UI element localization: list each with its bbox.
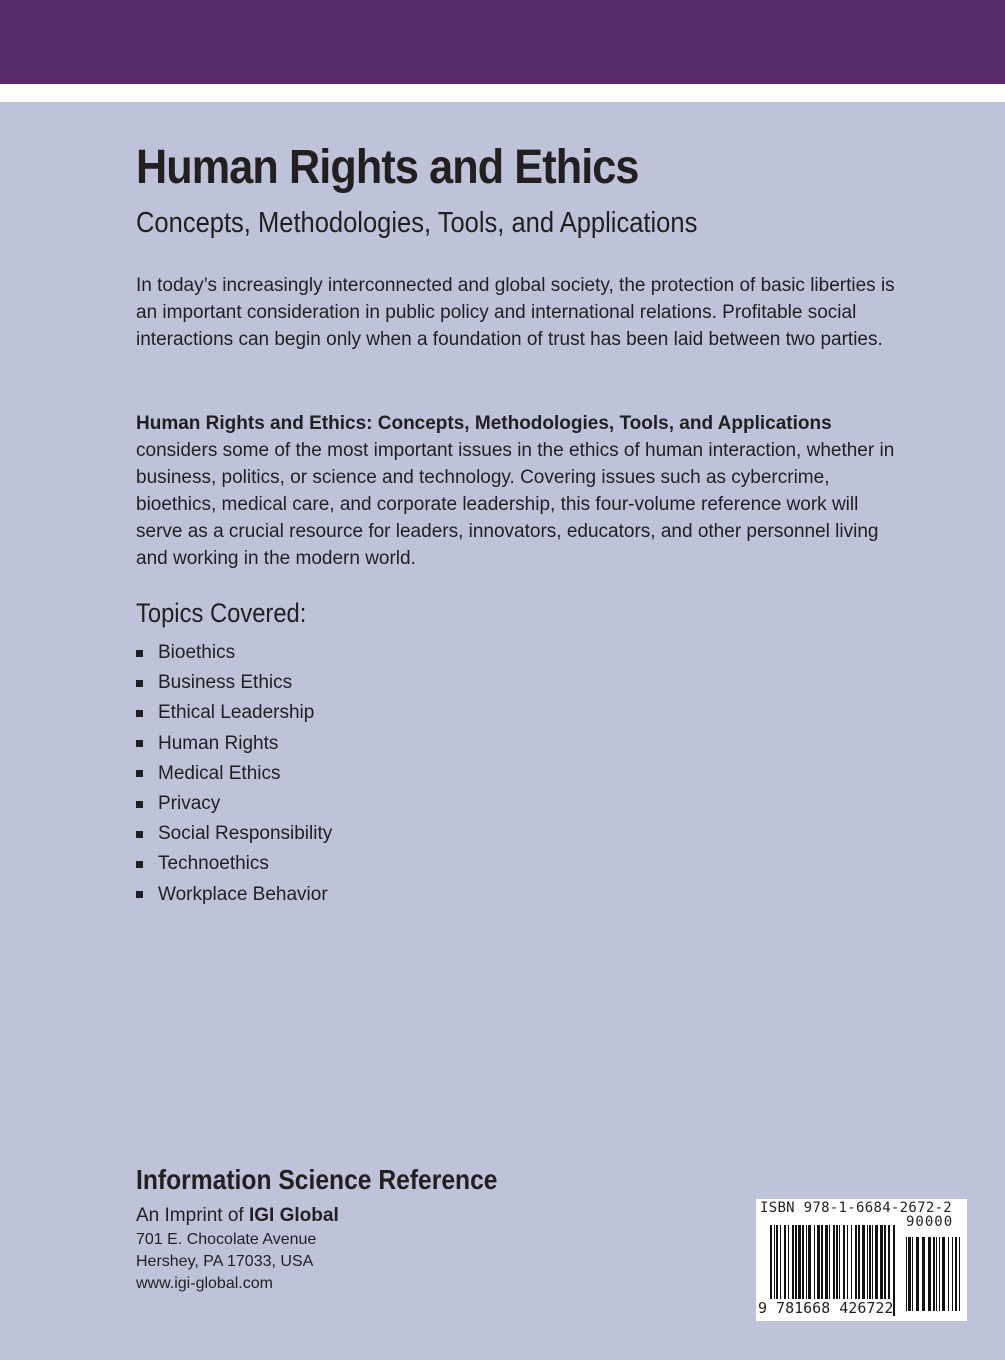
intro-paragraph: In today’s increasingly interconnected and global society, the protection of basic liberties is an important consideration in public policy and international relations. Profitable social interactions can begin only when a foundation of trust has been laid between two parties. [136,275,895,350]
topic-label: Business Ethics [158,672,293,694]
barcode-bar [939,1237,940,1311]
bullet-icon [136,680,143,687]
list-item [136,759,332,789]
book-subtitle: Concepts, Methodologies, Tools, and Applications [136,207,698,239]
list-item [136,849,332,879]
topic-label: Workplace Behavior [158,883,328,905]
barcode-bar [959,1237,960,1311]
barcode-bar [912,1237,913,1311]
topic-label: Medical Ethics [158,762,281,784]
barcode-bar [908,1237,911,1311]
bullet-icon [136,891,143,898]
bullet-icon [136,740,143,747]
barcode-bar [948,1237,949,1311]
list-item [136,668,332,698]
list-item [136,638,332,668]
barcode-bar [955,1237,957,1311]
top-color-band [0,0,1005,84]
publisher-address [136,1229,316,1295]
list-item [136,729,332,759]
topic-label: Technoethics [158,853,269,875]
topic-label: Ethical Leadership [158,702,315,724]
topic-label: Human Rights [158,732,279,754]
barcode-bar [952,1237,953,1311]
imprint-line [136,1205,339,1227]
website-link: www.igi-global.com [136,1275,273,1292]
topics-heading: Topics Covered: [136,598,307,628]
barcode-bar [916,1237,919,1311]
barcode-digits: 9 781668 426722 [758,1299,894,1317]
barcode-bar [942,1237,945,1311]
topic-label: Bioethics [158,642,236,663]
publisher-name: Information Science Reference [136,1164,498,1195]
imprint-name: IGI Global [249,1205,339,1226]
description-title: Human Rights and Ethics: Concepts, Methodologies, Tools, and Applications [136,413,832,434]
description-text: considers some of the most important issues in the ethics of human interaction, whether in business, politics, or science and technology. Covering issues such as cybercrime, bioethics, medical care, and corporate leadership, this four-volume reference work will serve as a crucial resource for leaders, innovators, educators, and other personnel living and working in the modern world. [136,440,895,569]
address-line-1: 701 E. Chocolate Avenue [136,1231,317,1248]
list-item [136,789,332,819]
bullet-icon [136,770,143,777]
list-item [136,698,332,728]
bullet-icon [136,710,143,717]
price-code: 90000 [906,1214,954,1230]
white-stripe [0,84,1005,102]
barcode-bar [928,1237,931,1311]
list-item [136,880,332,910]
bullet-icon [136,801,143,808]
imprint-prefix: An Imprint of [136,1205,249,1226]
barcode-bar [906,1237,907,1311]
list-item [136,819,332,849]
barcode-bar [936,1237,937,1311]
bullet-icon [136,650,143,657]
isbn-text: ISBN 978-1-6684-2672-2 [760,1200,953,1216]
book-title: Human Rights and Ethics [136,141,639,194]
description-paragraph [136,410,896,572]
topic-label: Social Responsibility [158,823,333,845]
address-line-2: Hershey, PA 17033, USA [136,1253,314,1270]
isbn-barcode [756,1199,967,1321]
topic-label: Privacy [158,793,221,815]
bullet-icon [136,831,143,838]
topics-list [136,638,332,910]
barcode-bar [922,1237,925,1311]
barcode-bar [933,1237,935,1311]
bullet-icon [136,861,143,868]
